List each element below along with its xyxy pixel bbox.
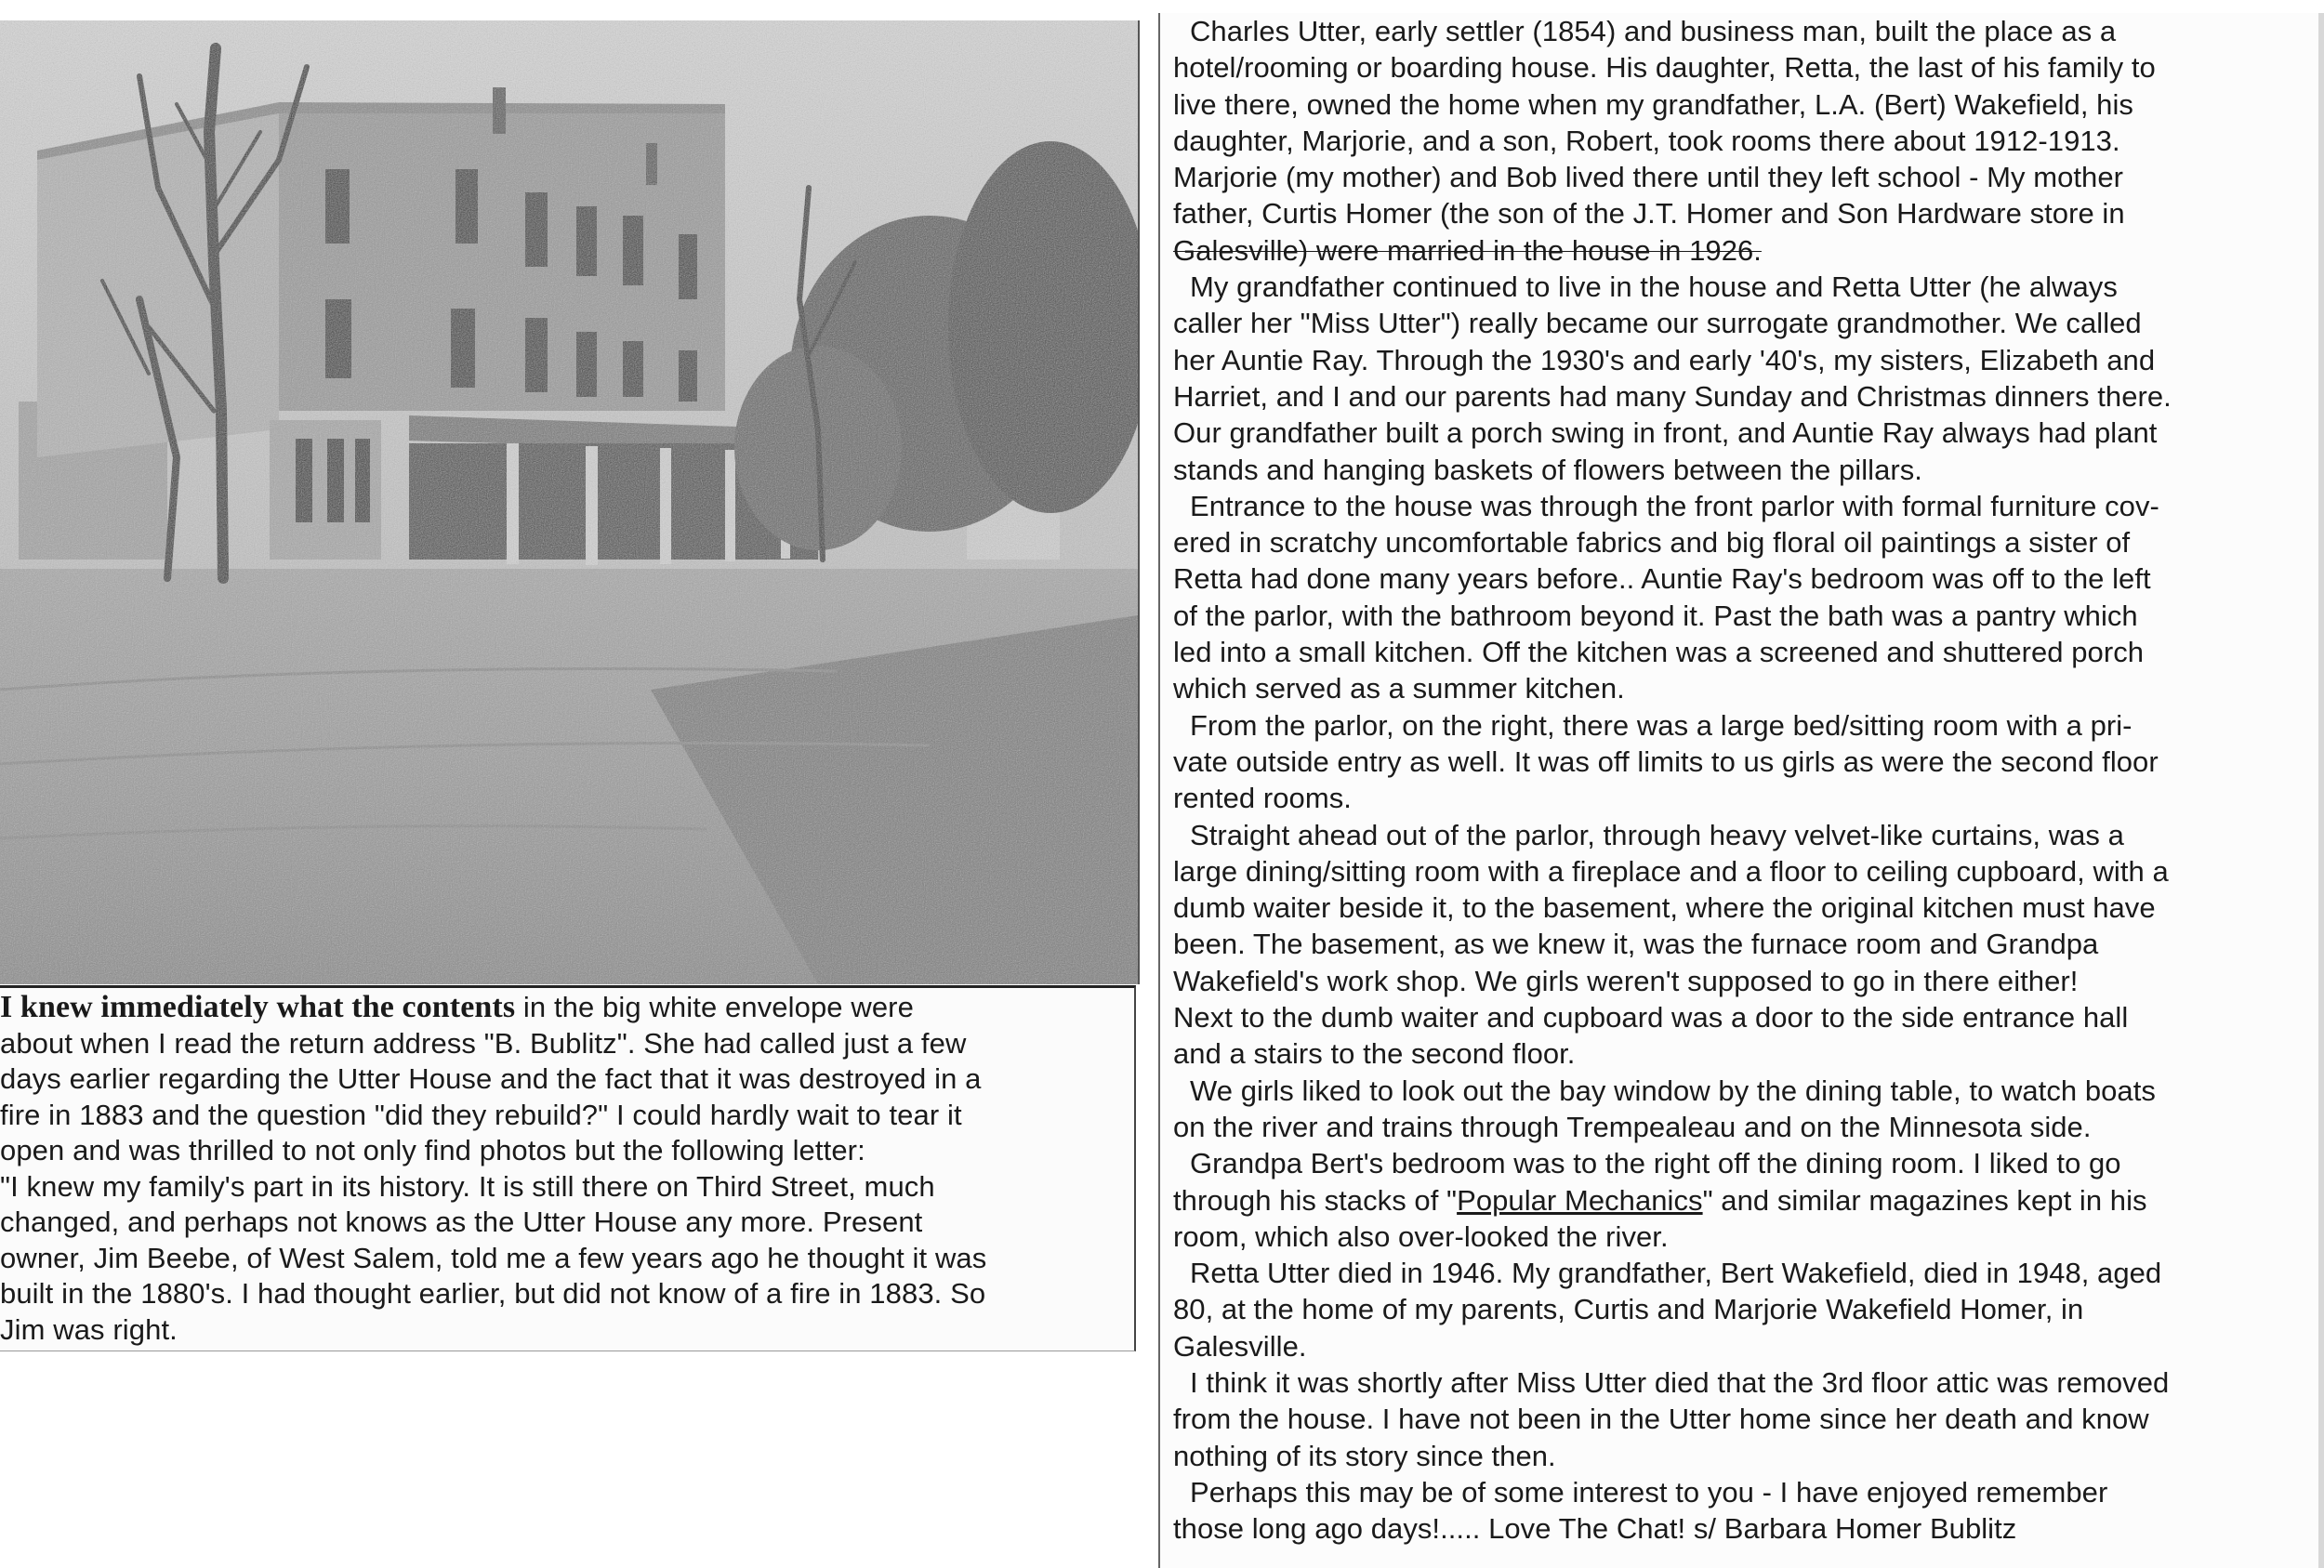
magazine-title: Popular Mechanics [1457, 1183, 1703, 1217]
letter-line: dumb waiter beside it, to the basement, where the original kitchen must have [1173, 891, 2156, 925]
right-letter [1158, 13, 2324, 1568]
letter-line: Retta Utter died in 1946. My grandfather, Bert Wakefield, died in 1948, aged [1190, 1257, 2162, 1290]
letter-line: Grandpa Bert's bedroom was to the right off the dining room. I liked to go [1190, 1147, 2121, 1180]
letter-line: We girls liked to look out the bay window by the dining table, to watch boats [1190, 1074, 2156, 1107]
article-line-6: changed, and perhaps not knows as the Utter House any more. Present [0, 1206, 923, 1238]
letter-line: daughter, Marjorie, and a son, Robert, took rooms there about 1912-1913. [1173, 124, 2120, 157]
article-line-3: fire in 1883 and the question "did they rebuild?" I could hardly wait to tear it [0, 1098, 962, 1131]
letter-line: Straight ahead out of the parlor, through heavy velvet-like curtains, was a [1190, 818, 2124, 851]
letter-line: those long ago days!..... Love The Chat! s/ Barbara Homer Bublitz [1173, 1512, 2017, 1546]
letter-line: vate outside entry as well. It was off limits to us girls as were the second floor [1173, 744, 2159, 778]
article-line-8: built in the 1880's. I had thought earlier, but did not know of a fire in 1883. So [0, 1277, 986, 1310]
article-lead: I knew immediately what the contents [0, 990, 516, 1024]
letter-line: Charles Utter, early settler (1854) and business man, built the place as a [1190, 15, 2117, 47]
article-line-7: owner, Jim Beebe, of West Salem, told me a few years ago he thought it was [0, 1241, 987, 1274]
letter-line: father, Curtis Homer (the son of the J.T. Homer and Son Hardware store in [1173, 197, 2125, 231]
letter-line: her Auntie Ray. Through the 1930's and early '40's, my sisters, Elizabeth and [1173, 343, 2156, 376]
letter-line: From the parlor, on the right, there was a large bed/sitting room with a pri- [1190, 708, 2133, 742]
letter-line: Next to the dumb waiter and cupboard was a door to the side entrance hall [1173, 1001, 2129, 1034]
letter-line: on the river and trains through Trempealeau and on the Minnesota side. [1173, 1110, 2092, 1143]
letter-line-post: " and similar magazines kept in his [1702, 1183, 2147, 1217]
letter-line: Wakefield's work shop. We girls weren't supposed to go in there either! [1173, 964, 2079, 997]
building-photo-image [0, 20, 1138, 984]
letter-line: large dining/sitting room with a fireplace and a floor to ceiling cupboard, with a [1173, 854, 2169, 888]
article-line-1: about when I read the return address "B. Bublitz". She had called just a few [0, 1026, 967, 1060]
letter-line: hotel/rooming or boarding house. His daughter, Retta, the last of his family to [1173, 51, 2156, 85]
article-line-0-rest: in the big white envelope were [515, 991, 914, 1023]
letter-line: Perhaps this may be of some interest to you - I have enjoyed remember [1190, 1475, 2108, 1509]
letter-line: Entrance to the house was through the front parlor with formal furniture cov- [1190, 489, 2159, 522]
letter-line: nothing of its story since then. [1173, 1439, 1556, 1472]
letter-line: Retta had done many years before.. Auntie Ray's bedroom was off to the left [1173, 562, 2151, 596]
letter-line: stands and hanging baskets of flowers between the pillars. [1173, 453, 1922, 486]
letter-line: of the parlor, with the bathroom beyond it. Past the bath was a pantry which [1173, 599, 2138, 632]
letter-line: which served as a summer kitchen. [1173, 672, 1625, 705]
letter-line: Harriet, and I and our parents had many Sunday and Christmas dinners there. [1173, 379, 2172, 413]
letter-line: My grandfather continued to live in the house and Retta Utter (he always [1190, 270, 2118, 304]
letter-line: ered in scratchy uncomfortable fabrics and big floral oil paintings a sister of [1173, 526, 2131, 560]
letter-line: Marjorie (my mother) and Bob lived there until they left school - My mother [1173, 161, 2123, 194]
letter-line: and a stairs to the second floor. [1173, 1037, 1576, 1071]
letter-line: led into a small kitchen. Off the kitchen was a screened and shuttered porch [1173, 636, 2145, 669]
article-line-0 [0, 990, 1121, 1026]
building-photo [0, 20, 1140, 984]
letter-line-pre: through his stacks of " [1173, 1183, 1458, 1217]
letter-line: I think it was shortly after Miss Utter died that the 3rd floor attic was removed [1190, 1365, 2170, 1399]
letter-line: rented rooms. [1173, 782, 1352, 815]
article-line-2: days earlier regarding the Utter House and the fact that it was destroyed in a [0, 1062, 982, 1095]
letter-line: been. The basement, as we knew it, was the furnace room and Grandpa [1173, 928, 2099, 961]
letter-line: caller her "Miss Utter") really became our surrogate grandmother. We called [1173, 307, 2142, 340]
article-line-5: "I knew my family's part in its history. It is still there on Third Street, much [0, 1169, 935, 1203]
letter-line: 80, at the home of my parents, Curtis and Marjorie Wakefield Homer, in [1173, 1293, 2084, 1326]
letter-line-struck: Galesville) were married in the house in 1926. [1173, 233, 1762, 267]
letter-line: Our grandfather built a porch swing in front, and Auntie Ray always had plant [1173, 416, 2158, 450]
article-line-4: open and was thrilled to not only find photos but the following letter: [0, 1134, 865, 1166]
letter-line [1160, 1182, 2324, 1219]
letter-line: Galesville. [1173, 1329, 1307, 1363]
letter-line: room, which also over-looked the river. [1173, 1219, 1669, 1253]
paper-edge [2318, 13, 2324, 1568]
letter-line: from the house. I have not been in the Utter home since her death and know [1173, 1403, 2149, 1436]
left-article [0, 985, 1136, 1351]
letter-line: live there, owned the home when my grandfather, L.A. (Bert) Wakefield, his [1173, 87, 2133, 121]
article-line-9: Jim was right. [0, 1312, 178, 1346]
